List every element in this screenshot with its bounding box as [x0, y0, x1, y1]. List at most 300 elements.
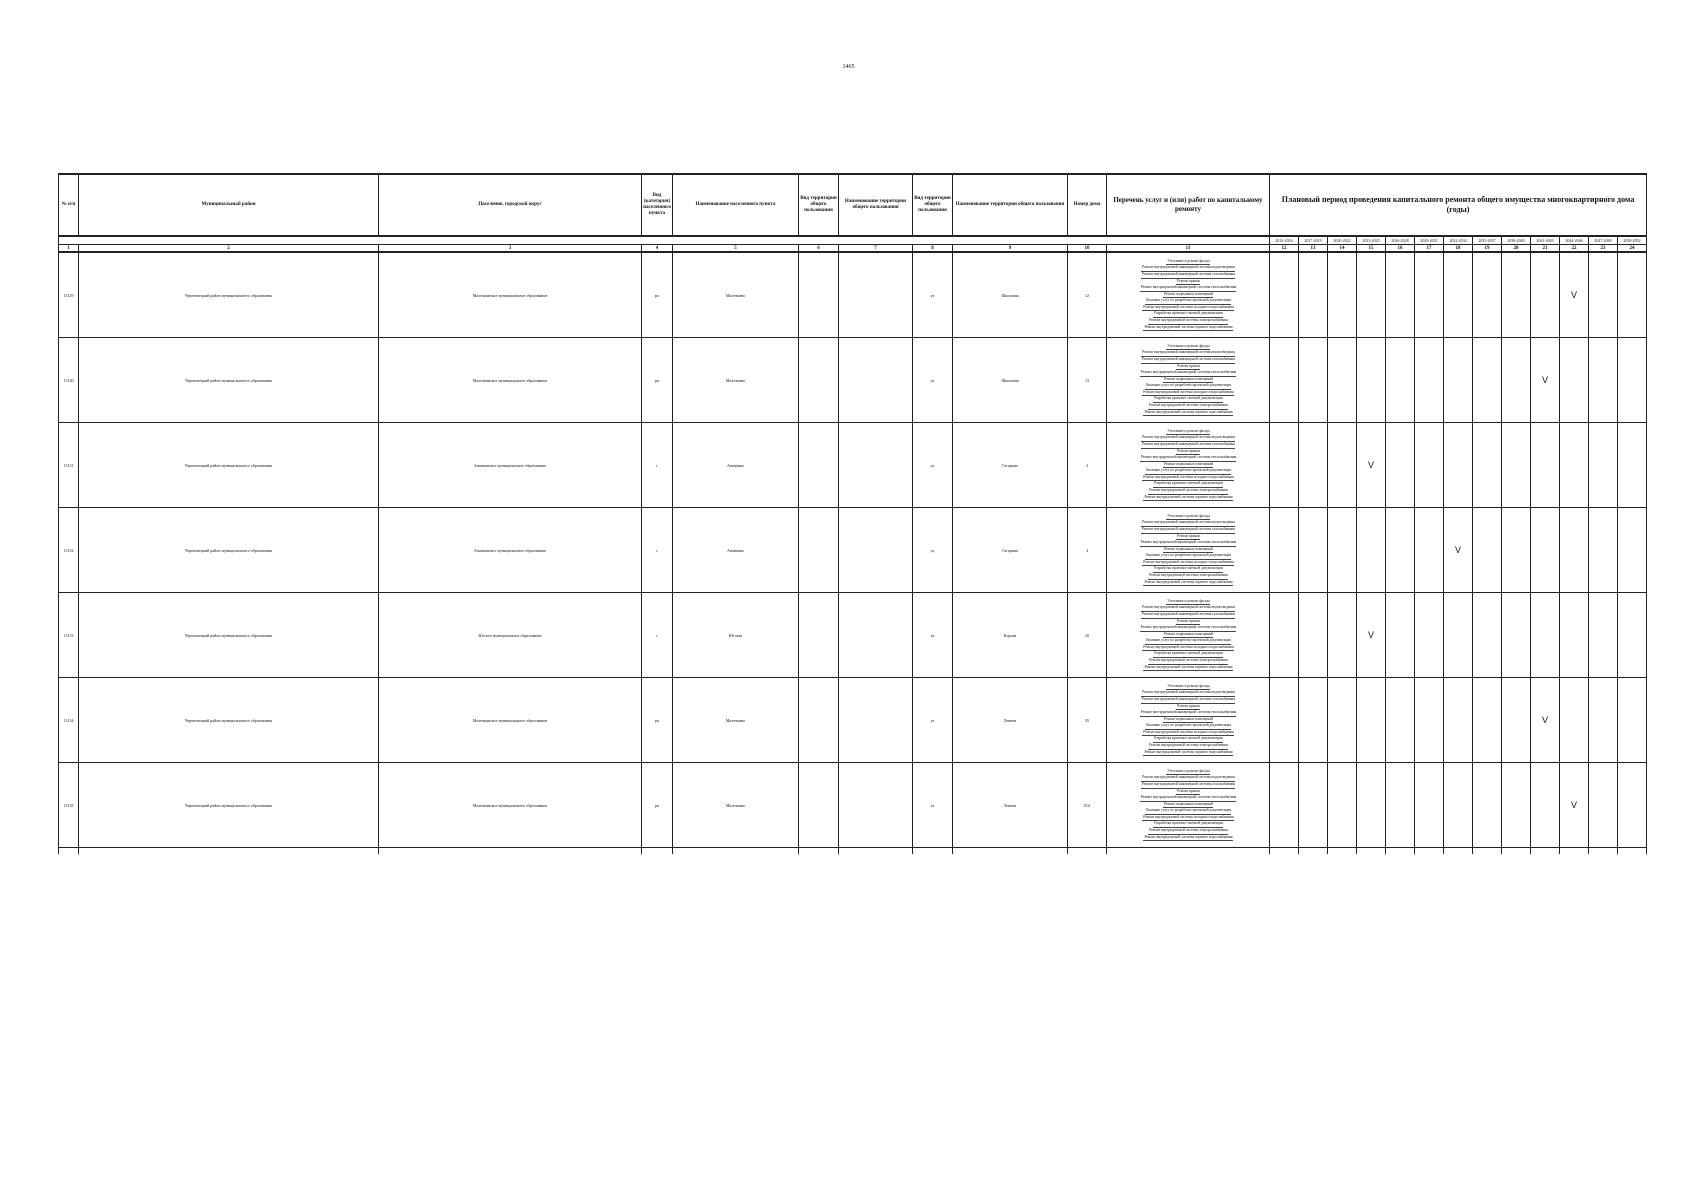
year-cell — [1531, 338, 1560, 423]
year-cell — [1502, 423, 1531, 508]
column-number: 19 — [1473, 245, 1502, 253]
cell-empty — [1357, 848, 1386, 855]
year-cell — [1560, 593, 1589, 678]
cell-settlement — [379, 678, 642, 763]
cell-locality-text: Малечкино — [725, 717, 746, 723]
year-cell — [1270, 593, 1299, 678]
work-item: Ремонт подвальных помещений — [1163, 632, 1213, 639]
column-number-row — [59, 245, 1647, 253]
work-item: Ремонт подвальных помещений — [1163, 802, 1213, 809]
cell-empty — [59, 848, 79, 855]
cell-settlement — [379, 763, 642, 848]
work-item: Ремонт внутридомовой инженерной системы теплоснабжения — [1140, 285, 1236, 292]
year-cell — [1328, 593, 1357, 678]
cell-street_type — [913, 593, 953, 678]
year-header: 2020-2022 — [1328, 236, 1357, 245]
work-item: Ремонт подвальных помещений — [1163, 292, 1213, 299]
year-header: 2041-2043 — [1531, 236, 1560, 245]
year-cell — [1328, 763, 1357, 848]
work-item: Ремонт внутридомовой инженерной системы газоснабжения — [1141, 527, 1235, 534]
work-item: Ремонт внутридомовой инженерной системы водоотведения — [1141, 350, 1235, 357]
cell-street — [953, 593, 1068, 678]
work-item: Ремонт крыши — [1176, 364, 1200, 371]
header-settlement: Поселение, городской округ — [379, 174, 642, 236]
work-item: Ремонт внутридомовой инженерной системы теплоснабжения — [1140, 795, 1236, 802]
cell-street — [953, 508, 1068, 593]
year-cell — [1502, 338, 1531, 423]
cell-type-text: рп — [654, 802, 660, 808]
work-item: Разработка проектно-сметной документации — [1153, 821, 1223, 828]
cell-empty — [1299, 848, 1328, 855]
cell-empty — [642, 848, 673, 855]
cell-empty — [799, 423, 839, 508]
cell-street-text: Школьная — [1001, 292, 1019, 298]
year-header: 2038-2040 — [1502, 236, 1531, 245]
work-item: Ремонт внутридомовой системы горячего водоснабжения — [1143, 580, 1232, 587]
year-cell — [1415, 678, 1444, 763]
cell-empty — [79, 848, 379, 855]
year-cell — [1589, 423, 1618, 508]
cell-locality-text: Малечкино — [725, 292, 746, 298]
cell-empty — [1502, 848, 1531, 855]
cell-id — [59, 508, 79, 593]
cell-street_type-text: ул — [930, 547, 935, 553]
cell-locality — [673, 338, 799, 423]
work-item: Ремонт внутридомовой инженерной системы водоотведения — [1141, 775, 1235, 782]
cell-empty — [799, 848, 839, 855]
cell-street_type-text: ул — [930, 717, 935, 723]
cell-street — [953, 338, 1068, 423]
header-works-list: Перечень услуг и (или) работ по капитальному ремонту — [1107, 174, 1270, 236]
year-cell — [1473, 423, 1502, 508]
cell-empty — [839, 678, 913, 763]
year-cell — [1531, 508, 1560, 593]
year-cell — [1299, 593, 1328, 678]
cell-empty — [799, 763, 839, 848]
cell-district — [79, 763, 379, 848]
cell-house-text: 3 — [1086, 462, 1088, 468]
work-item: Ремонт внутридомовой системы электроснабжения — [1148, 573, 1228, 580]
column-number: 7 — [839, 245, 913, 253]
work-item: Ремонт внутридомовой системы электроснабжения — [1148, 658, 1228, 665]
repair-mark: V — [1367, 630, 1374, 640]
table-row — [59, 423, 1647, 508]
cell-house — [1068, 423, 1107, 508]
cell-district — [79, 338, 379, 423]
work-item: Ремонт внутридомовой системы холодного водоснабжения — [1142, 305, 1234, 312]
year-cell — [1560, 763, 1589, 848]
cell-works-list — [1107, 338, 1270, 423]
year-cell — [1415, 508, 1444, 593]
cell-works-list — [1107, 252, 1270, 338]
column-number: 10 — [1068, 245, 1107, 253]
cell-settlement — [379, 338, 642, 423]
column-number: 13 — [1299, 245, 1328, 253]
cell-empty — [1473, 848, 1502, 855]
work-item: Утепление и ремонт фасада — [1166, 514, 1210, 521]
year-cell — [1502, 763, 1531, 848]
year-cell — [1270, 508, 1299, 593]
cell-street_type — [913, 423, 953, 508]
work-item: Утепление и ремонт фасада — [1166, 599, 1210, 606]
column-number: 5 — [673, 245, 799, 253]
year-cell — [1560, 423, 1589, 508]
cell-house-text: 12 — [1085, 292, 1089, 298]
year-cell — [1444, 508, 1473, 593]
cell-empty — [1386, 848, 1415, 855]
work-item: Разработка проектно-сметной документации — [1153, 736, 1223, 743]
column-number: 16 — [1386, 245, 1415, 253]
cell-street_type-text: ул — [930, 802, 935, 808]
work-item: Оказание услуг по разработке проектной документации — [1145, 808, 1232, 815]
work-item: Разработка проектно-сметной документации — [1153, 311, 1223, 318]
header-house-number: Номер дома — [1068, 174, 1107, 236]
year-cell — [1560, 338, 1589, 423]
year-cell — [1357, 338, 1386, 423]
cell-locality-text: Югская — [728, 632, 743, 638]
repair-mark: V — [1570, 800, 1577, 810]
year-header: 2023-2025 — [1357, 236, 1386, 245]
year-cell — [1299, 338, 1328, 423]
cell-type — [642, 508, 673, 593]
cell-street-text: Ленина — [1003, 802, 1017, 808]
cell-street — [953, 423, 1068, 508]
year-cell — [1270, 338, 1299, 423]
year-cell — [1560, 678, 1589, 763]
cell-id — [59, 423, 79, 508]
cell-type — [642, 338, 673, 423]
year-header: 2026-2028 — [1386, 236, 1415, 245]
cell-street-text: Гагарина — [1002, 462, 1018, 468]
year-cell — [1618, 763, 1647, 848]
year-cell — [1618, 252, 1647, 338]
column-number: 23 — [1589, 245, 1618, 253]
cell-empty — [799, 508, 839, 593]
year-cell — [1531, 252, 1560, 338]
cell-works-list — [1107, 763, 1270, 848]
cell-id — [59, 763, 79, 848]
work-item: Ремонт крыши — [1176, 279, 1200, 286]
column-number: 22 — [1560, 245, 1589, 253]
cell-id-text: 13130 — [63, 377, 74, 383]
year-cell — [1328, 423, 1357, 508]
year-row — [59, 236, 1647, 245]
cell-type-text: рп — [654, 377, 660, 383]
work-item: Разработка проектно-сметной документации — [1153, 651, 1223, 658]
cell-id-text: 13132 — [63, 547, 74, 553]
cell-street — [953, 678, 1068, 763]
cell-street — [953, 252, 1068, 338]
cell-settlement-text: Малечкинское муниципальное образование — [472, 377, 548, 383]
year-cell — [1531, 593, 1560, 678]
header-locality-name: Наименование населенного пункта — [673, 174, 799, 236]
cell-type-text: рп — [654, 717, 660, 723]
work-item: Разработка проектно-сметной документации — [1153, 481, 1223, 488]
work-item: Ремонт внутридомовой системы холодного водоснабжения — [1142, 815, 1234, 822]
year-cell — [1618, 593, 1647, 678]
work-item: Ремонт внутридомовой инженерной системы водоотведения — [1141, 265, 1235, 272]
year-cell — [1560, 508, 1589, 593]
year-cell — [1415, 338, 1444, 423]
cell-street_type-text: ул — [930, 292, 935, 298]
cell-district — [79, 593, 379, 678]
cell-district-text: Череповецкий район муниципального образования — [185, 377, 272, 383]
header-number: № п/п — [59, 174, 79, 236]
cell-empty — [839, 423, 913, 508]
cell-empty — [839, 593, 913, 678]
column-number: 17 — [1415, 245, 1444, 253]
cell-street_type — [913, 678, 953, 763]
year-cell — [1415, 252, 1444, 338]
year-cell — [1328, 678, 1357, 763]
work-item: Ремонт внутридомовой инженерной системы газоснабжения — [1141, 272, 1235, 279]
cell-empty — [1107, 848, 1270, 855]
work-item: Ремонт крыши — [1176, 534, 1200, 541]
work-item: Ремонт крыши — [1176, 449, 1200, 456]
year-cell — [1473, 252, 1502, 338]
cell-empty — [1270, 848, 1299, 855]
cell-id-text: 13131 — [63, 462, 74, 468]
year-cell — [1299, 678, 1328, 763]
cell-empty — [1444, 848, 1473, 855]
cell-street_type — [913, 338, 953, 423]
year-cell — [1386, 252, 1415, 338]
work-item: Ремонт крыши — [1176, 619, 1200, 626]
year-cell — [1560, 252, 1589, 338]
work-item: Ремонт внутридомовой системы горячего водоснабжения — [1143, 665, 1232, 672]
work-item: Ремонт крыши — [1176, 789, 1200, 796]
work-item: Оказание услуг по разработке проектной документации — [1145, 723, 1232, 730]
cell-empty — [1531, 848, 1560, 855]
cell-house — [1068, 763, 1107, 848]
year-cell — [1328, 338, 1357, 423]
work-item: Ремонт внутридомовой инженерной системы водоотведения — [1141, 605, 1235, 612]
cell-locality — [673, 678, 799, 763]
year-cell — [1618, 423, 1647, 508]
year-cell — [1299, 763, 1328, 848]
work-item: Оказание услуг по разработке проектной документации — [1145, 638, 1232, 645]
cell-id-text: 13134 — [63, 717, 74, 723]
work-item: Ремонт внутридомовой инженерной системы водоотведения — [1141, 520, 1235, 527]
cell-empty — [839, 508, 913, 593]
cell-district-text: Череповецкий район муниципального образования — [185, 462, 272, 468]
work-item: Ремонт внутридомовой инженерной системы газоснабжения — [1141, 697, 1235, 704]
cell-id-text: 13135 — [63, 802, 74, 808]
cell-house — [1068, 338, 1107, 423]
cell-district-text: Череповецкий район муниципального образования — [185, 292, 272, 298]
cell-empty — [1560, 848, 1589, 855]
year-cell — [1444, 678, 1473, 763]
year-cell — [1473, 763, 1502, 848]
year-cell — [1502, 252, 1531, 338]
work-item: Разработка проектно-сметной документации — [1153, 566, 1223, 573]
cell-settlement-text: Малечкинское муниципальное образование — [472, 717, 548, 723]
year-cell — [1531, 763, 1560, 848]
year-cell — [1386, 423, 1415, 508]
year-cell — [1473, 338, 1502, 423]
year-cell — [1299, 252, 1328, 338]
cell-empty — [839, 763, 913, 848]
year-cell — [1589, 252, 1618, 338]
cell-house-text: 20 — [1085, 632, 1089, 638]
header-territory-name-2: Наименование территории общего пользования — [953, 174, 1068, 236]
cell-id — [59, 252, 79, 338]
cell-district-text: Череповецкий район муниципального образования — [185, 717, 272, 723]
work-item: Утепление и ремонт фасада — [1166, 684, 1210, 691]
work-item: Ремонт внутридомовой инженерной системы газоснабжения — [1141, 357, 1235, 364]
year-cell — [1386, 338, 1415, 423]
column-number: 14 — [1328, 245, 1357, 253]
column-number: 18 — [1444, 245, 1473, 253]
year-header: 2047-2049 — [1589, 236, 1618, 245]
year-cell — [1473, 593, 1502, 678]
column-number: 24 — [1618, 245, 1647, 253]
work-item: Ремонт внутридомовой системы горячего водоснабжения — [1143, 410, 1232, 417]
work-item: Ремонт внутридомовой инженерной системы теплоснабжения — [1140, 625, 1236, 632]
year-header: 2017-2019 — [1299, 236, 1328, 245]
cell-works-list — [1107, 593, 1270, 678]
cell-settlement — [379, 508, 642, 593]
cell-street-text: Ленина — [1003, 717, 1017, 723]
work-item: Утепление и ремонт фасада — [1166, 259, 1210, 266]
cell-settlement-text: Малечкинское муниципальное образование — [472, 292, 548, 298]
year-cell — [1415, 763, 1444, 848]
year-cell — [1299, 423, 1328, 508]
cell-empty — [1415, 848, 1444, 855]
year-cell — [1415, 423, 1444, 508]
cell-street — [953, 763, 1068, 848]
cell-house-text: 35 — [1085, 717, 1089, 723]
cell-empty — [839, 338, 913, 423]
year-cell — [1473, 678, 1502, 763]
work-item: Ремонт внутридомовой системы электроснабжения — [1148, 403, 1228, 410]
work-item: Разработка проектно-сметной документации — [1153, 396, 1223, 403]
cell-works-list — [1107, 423, 1270, 508]
year-cell — [1502, 678, 1531, 763]
cell-settlement — [379, 593, 642, 678]
year-row-spacer — [59, 236, 1270, 245]
cell-house-text: 4 — [1086, 547, 1088, 553]
year-cell — [1589, 678, 1618, 763]
cell-type-text: с — [656, 462, 658, 468]
cell-district — [79, 252, 379, 338]
cell-house — [1068, 593, 1107, 678]
year-cell — [1444, 338, 1473, 423]
work-item: Оказание услуг по разработке проектной документации — [1145, 468, 1232, 475]
cell-id — [59, 338, 79, 423]
cell-house — [1068, 678, 1107, 763]
cell-empty — [799, 338, 839, 423]
cell-street_type — [913, 252, 953, 338]
header-territory-type-2: Вид территории общего пользования — [913, 174, 953, 236]
work-item: Ремонт внутридомовой системы холодного водоснабжения — [1142, 475, 1234, 482]
cell-district-text: Череповецкий район муниципального образования — [185, 802, 272, 808]
year-cell — [1502, 593, 1531, 678]
header-territory-name-1: Наименование территории общего пользования — [839, 174, 913, 236]
cell-locality — [673, 423, 799, 508]
work-item: Ремонт внутридомовой инженерной системы газоснабжения — [1141, 782, 1235, 789]
column-number: 6 — [799, 245, 839, 253]
year-cell — [1415, 593, 1444, 678]
column-number: 9 — [953, 245, 1068, 253]
work-item: Ремонт внутридомовой инженерной системы водоотведения — [1141, 435, 1235, 442]
year-cell — [1328, 508, 1357, 593]
work-item: Ремонт подвальных помещений — [1163, 462, 1213, 469]
year-cell — [1386, 678, 1415, 763]
column-number: 8 — [913, 245, 953, 253]
cell-settlement-text: Ананьинское муниципальное образование — [473, 547, 547, 553]
cell-district-text: Череповецкий район муниципального образования — [185, 632, 272, 638]
year-cell — [1618, 678, 1647, 763]
work-item: Утепление и ремонт фасада — [1166, 429, 1210, 436]
work-item: Ремонт внутридомовой системы электроснабжения — [1148, 318, 1228, 325]
column-number: 2 — [79, 245, 379, 253]
cell-locality-text: Ананьино — [726, 462, 745, 468]
year-cell — [1357, 678, 1386, 763]
work-item: Ремонт внутридомовой инженерной системы газоснабжения — [1141, 442, 1235, 449]
work-item: Ремонт внутридомовой системы горячего водоснабжения — [1143, 835, 1232, 842]
year-cell — [1357, 508, 1386, 593]
cell-street_type — [913, 763, 953, 848]
cell-id — [59, 593, 79, 678]
cell-district — [79, 423, 379, 508]
header-locality-type: Вид (категория) населенного пункта — [642, 174, 673, 236]
work-item: Ремонт внутридомовой инженерной системы теплоснабжения — [1140, 710, 1236, 717]
table-row — [59, 508, 1647, 593]
year-cell — [1589, 338, 1618, 423]
cell-street_type-text: ул — [930, 462, 935, 468]
work-item: Оказание услуг по разработке проектной документации — [1145, 298, 1232, 305]
column-number: 20 — [1502, 245, 1531, 253]
table-row-partial — [59, 848, 1647, 855]
cell-house — [1068, 252, 1107, 338]
page-number: 1465 — [842, 64, 855, 70]
table-row — [59, 338, 1647, 423]
cell-id — [59, 678, 79, 763]
cell-settlement — [379, 252, 642, 338]
work-item: Ремонт внутридомовой системы горячего водоснабжения — [1143, 325, 1232, 332]
cell-locality — [673, 508, 799, 593]
work-item: Ремонт крыши — [1176, 704, 1200, 711]
cell-empty — [1328, 848, 1357, 855]
year-cell — [1444, 593, 1473, 678]
repair-mark: V — [1541, 375, 1548, 385]
column-number: 21 — [1531, 245, 1560, 253]
work-item: Оказание услуг по разработке проектной документации — [1145, 383, 1232, 390]
cell-settlement — [379, 423, 642, 508]
year-cell — [1473, 508, 1502, 593]
cell-district-text: Череповецкий район муниципального образования — [185, 547, 272, 553]
year-cell — [1444, 252, 1473, 338]
year-cell — [1589, 593, 1618, 678]
year-header: 2032-2034 — [1444, 236, 1473, 245]
year-header: 2014-2016 — [1270, 236, 1299, 245]
column-number: 11 — [1107, 245, 1270, 253]
cell-type-text: с — [656, 547, 658, 553]
cell-works-list — [1107, 508, 1270, 593]
cell-type-text: с — [656, 632, 658, 638]
cell-locality-text: Малечкино — [725, 802, 746, 808]
header-territory-type-1: Вид территории общего пользования — [799, 174, 839, 236]
year-header: 2050-2052 — [1618, 236, 1647, 245]
cell-empty — [799, 252, 839, 338]
cell-type — [642, 763, 673, 848]
cell-works-list — [1107, 678, 1270, 763]
table-body — [59, 252, 1647, 854]
repair-mark: V — [1454, 545, 1461, 555]
header-planned-period: Плановый период проведения капитального ремонта общего имущества многоквартирного дома (годы) — [1270, 174, 1647, 236]
cell-type — [642, 252, 673, 338]
